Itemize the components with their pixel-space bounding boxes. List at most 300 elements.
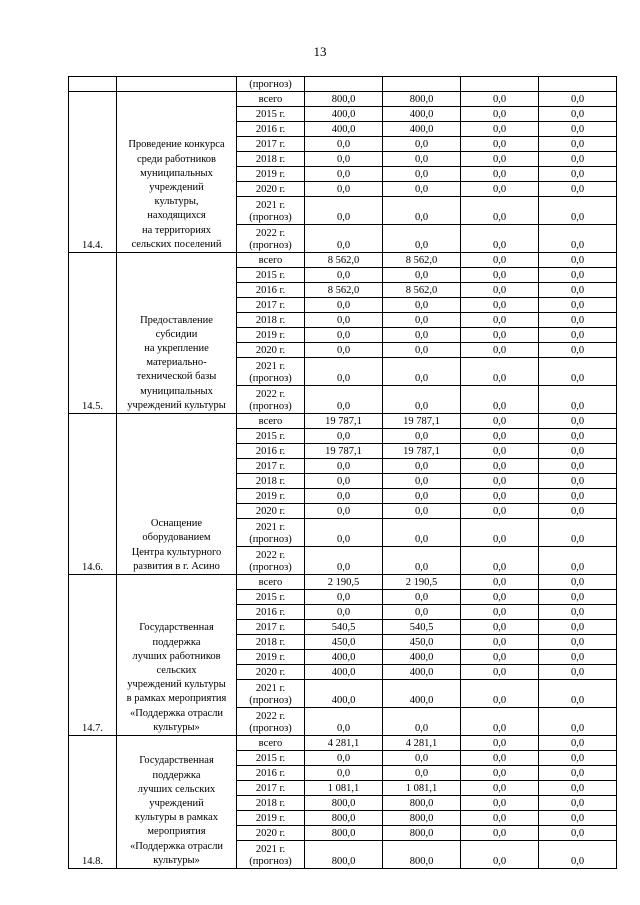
year-label: 2017 г. — [255, 139, 286, 150]
cell-year — [237, 152, 305, 167]
cell-year — [237, 197, 305, 225]
cell-federal: 0,0 — [383, 504, 461, 519]
cell-year — [237, 781, 305, 796]
cell-federal: 0,0 — [383, 489, 461, 504]
cell-federal: 800,0 — [383, 826, 461, 841]
cell-year — [237, 811, 305, 826]
cell-regional: 0,0 — [461, 590, 539, 605]
cell-regional: 0,0 — [461, 605, 539, 620]
cell-local: 0,0 — [539, 92, 617, 107]
year-label: 2018 г. — [255, 798, 286, 809]
cell-federal: 0,0 — [383, 386, 461, 414]
year-label: 2015 г. — [255, 109, 286, 120]
cell-federal: 800,0 — [383, 92, 461, 107]
cell-federal: 8 562,0 — [383, 253, 461, 268]
cell-total: 2 190,5 — [305, 575, 383, 590]
cell-total: 0,0 — [305, 474, 383, 489]
item-name-line: на территориях — [142, 224, 211, 236]
cell-regional: 0,0 — [461, 152, 539, 167]
cell-regional: 0,0 — [461, 547, 539, 575]
cell-federal: 0,0 — [383, 182, 461, 197]
item-number: 14.4. — [69, 92, 117, 253]
cell-federal: 2 190,5 — [383, 575, 461, 590]
cell-regional: 0,0 — [461, 796, 539, 811]
cell-local: 0,0 — [539, 781, 617, 796]
table-row — [69, 736, 617, 751]
cell-regional: 0,0 — [461, 841, 539, 869]
year-label: 2016 г. — [255, 285, 286, 296]
year-label: 2019 г. — [255, 652, 286, 663]
cell-local: 0,0 — [539, 225, 617, 253]
cell-year — [237, 386, 305, 414]
page-number: 13 — [313, 44, 327, 59]
cell-local: 0,0 — [539, 197, 617, 225]
cell-federal: 19 787,1 — [383, 444, 461, 459]
cell-total: 0,0 — [305, 268, 383, 283]
cell-regional: 0,0 — [461, 781, 539, 796]
cell-total: 0,0 — [305, 590, 383, 605]
cell-total: 400,0 — [305, 107, 383, 122]
cell-local: 0,0 — [539, 414, 617, 429]
item-name-line: Государственная — [139, 755, 214, 767]
year-label: 2021 г. — [255, 683, 286, 694]
item-name-line: культуры в рамках — [135, 812, 218, 824]
cell-federal: 0,0 — [383, 167, 461, 182]
cell-year — [237, 92, 305, 107]
year-label: 2017 г. — [255, 300, 286, 311]
cell-total: 0,0 — [305, 547, 383, 575]
cell-regional: 0,0 — [461, 751, 539, 766]
cell-local: 0,0 — [539, 504, 617, 519]
item-name-line: «Поддержка отрасли — [129, 707, 224, 719]
cell-federal: 0,0 — [383, 313, 461, 328]
item-name-line: лучших сельских — [137, 783, 216, 795]
cell-federal: 400,0 — [383, 665, 461, 680]
cell-total: 800,0 — [305, 92, 383, 107]
cell-total: 800,0 — [305, 796, 383, 811]
cell-federal: 8 562,0 — [383, 283, 461, 298]
cell-regional: 0,0 — [461, 504, 539, 519]
cell-federal: 0,0 — [383, 751, 461, 766]
year-label: (прогноз) — [249, 695, 292, 706]
cell-regional: 0,0 — [461, 92, 539, 107]
cell-federal — [383, 77, 461, 92]
item-name-line: культуры» — [153, 721, 200, 733]
year-label: 2019 г. — [255, 169, 286, 180]
item-name-line: находящихся — [147, 210, 206, 222]
cell-regional: 0,0 — [461, 167, 539, 182]
item-name-line: «Поддержка отрасли — [129, 840, 224, 852]
cell-local: 0,0 — [539, 167, 617, 182]
cell-total: 400,0 — [305, 680, 383, 708]
cell-local: 0,0 — [539, 298, 617, 313]
year-label: 2016 г. — [255, 768, 286, 779]
cell-regional: 0,0 — [461, 343, 539, 358]
cell-total: 0,0 — [305, 298, 383, 313]
cell-name — [117, 77, 237, 92]
cell-local: 0,0 — [539, 796, 617, 811]
item-name-line: Проведение конкурса — [128, 139, 225, 151]
cell-year — [237, 107, 305, 122]
cell-regional: 0,0 — [461, 328, 539, 343]
year-label: 2015 г. — [255, 270, 286, 281]
cell-year: (прогноз) — [237, 77, 305, 92]
cell-year — [237, 504, 305, 519]
year-label: 2021 г. — [255, 522, 286, 533]
item-number: 14.5. — [69, 253, 117, 414]
cell-local: 0,0 — [539, 766, 617, 781]
cell-local: 0,0 — [539, 122, 617, 137]
cell-total: 0,0 — [305, 313, 383, 328]
item-name-line: учреждений — [149, 797, 204, 809]
cell-total: 0,0 — [305, 766, 383, 781]
year-label: 2022 г. — [255, 550, 286, 561]
cell-year — [237, 841, 305, 869]
item-name-line: поддержка — [152, 636, 201, 648]
cell-year — [237, 429, 305, 444]
cell-year — [237, 313, 305, 328]
cell-regional: 0,0 — [461, 197, 539, 225]
item-name-line: сельских поселений — [131, 238, 222, 250]
year-label: 2019 г. — [255, 330, 286, 341]
item-name-line: Предоставление — [140, 314, 213, 326]
cell-local: 0,0 — [539, 283, 617, 298]
cell-year — [237, 328, 305, 343]
cell-total: 0,0 — [305, 605, 383, 620]
item-name-line: Центра культурного — [131, 546, 222, 558]
table-row — [69, 414, 617, 429]
item-name-line: учреждений — [149, 181, 204, 193]
cell-regional: 0,0 — [461, 225, 539, 253]
cell-year — [237, 489, 305, 504]
item-name — [117, 253, 237, 414]
cell-local: 0,0 — [539, 519, 617, 547]
cell-total: 0,0 — [305, 751, 383, 766]
cell-federal: 1 081,1 — [383, 781, 461, 796]
cell-year — [237, 766, 305, 781]
cell-federal: 450,0 — [383, 635, 461, 650]
item-name-line: оборудованием — [142, 532, 211, 544]
cell-total: 0,0 — [305, 152, 383, 167]
cell-federal: 0,0 — [383, 343, 461, 358]
cell-local: 0,0 — [539, 429, 617, 444]
year-label: 2017 г. — [255, 461, 286, 472]
cell-total: 0,0 — [305, 328, 383, 343]
cell-total: 0,0 — [305, 386, 383, 414]
cell-regional: 0,0 — [461, 635, 539, 650]
cell-regional: 0,0 — [461, 444, 539, 459]
cell-regional: 0,0 — [461, 107, 539, 122]
cell-federal: 540,5 — [383, 620, 461, 635]
item-name-line: учреждений культуры — [127, 399, 226, 411]
year-label: 2022 г. — [255, 389, 286, 400]
cell-federal: 0,0 — [383, 519, 461, 547]
item-name-line: технической базы — [136, 371, 217, 383]
cell-federal: 400,0 — [383, 680, 461, 708]
item-number: 14.6. — [69, 414, 117, 575]
cell-year — [237, 665, 305, 680]
cell-total: 0,0 — [305, 459, 383, 474]
cell-local: 0,0 — [539, 343, 617, 358]
cell-federal: 0,0 — [383, 605, 461, 620]
item-name — [117, 575, 237, 736]
year-label: (прогноз) — [249, 240, 292, 251]
cell-federal: 400,0 — [383, 107, 461, 122]
table-row-continuation — [69, 77, 617, 92]
cell-local: 0,0 — [539, 605, 617, 620]
cell-federal: 0,0 — [383, 590, 461, 605]
cell-federal: 0,0 — [383, 547, 461, 575]
item-name-line: материально- — [146, 357, 207, 369]
year-label: 2019 г. — [255, 491, 286, 502]
item-name-line: учреждений культуры — [127, 679, 226, 691]
cell-total — [305, 77, 383, 92]
year-label: 2015 г. — [255, 431, 286, 442]
year-label: 2017 г. — [255, 783, 286, 794]
cell-total: 540,5 — [305, 620, 383, 635]
cell-year — [237, 635, 305, 650]
cell-regional: 0,0 — [461, 708, 539, 736]
cell-regional: 0,0 — [461, 665, 539, 680]
year-label: 2016 г. — [255, 446, 286, 457]
cell-year — [237, 547, 305, 575]
cell-total: 0,0 — [305, 708, 383, 736]
cell-local: 0,0 — [539, 841, 617, 869]
cell-year — [237, 122, 305, 137]
item-number: 14.8. — [69, 736, 117, 869]
item-name — [117, 736, 237, 869]
cell-federal: 0,0 — [383, 459, 461, 474]
item-name-line: субсидии — [155, 328, 198, 340]
cell-federal: 0,0 — [383, 197, 461, 225]
cell-local: 0,0 — [539, 620, 617, 635]
cell-total: 4 281,1 — [305, 736, 383, 751]
cell-total: 400,0 — [305, 650, 383, 665]
cell-regional: 0,0 — [461, 474, 539, 489]
cell-regional: 0,0 — [461, 253, 539, 268]
year-label: 2020 г. — [255, 184, 286, 195]
year-label: 2018 г. — [255, 637, 286, 648]
cell-local: 0,0 — [539, 182, 617, 197]
cell-total: 800,0 — [305, 826, 383, 841]
cell-local: 0,0 — [539, 547, 617, 575]
cell-total: 0,0 — [305, 489, 383, 504]
item-name-line: лучших работников — [132, 650, 221, 662]
cell-regional: 0,0 — [461, 313, 539, 328]
cell-federal: 0,0 — [383, 358, 461, 386]
cell-year — [237, 575, 305, 590]
cell-year — [237, 708, 305, 736]
cell-year — [237, 519, 305, 547]
cell-regional: 0,0 — [461, 182, 539, 197]
cell-federal: 400,0 — [383, 650, 461, 665]
year-label: 2018 г. — [255, 315, 286, 326]
cell-local: 0,0 — [539, 751, 617, 766]
cell-total: 800,0 — [305, 841, 383, 869]
item-name-line: муниципальных — [140, 385, 213, 397]
cell-federal: 0,0 — [383, 328, 461, 343]
cell-local: 0,0 — [539, 107, 617, 122]
item-name-line: мероприятия — [147, 826, 206, 838]
cell-total: 400,0 — [305, 665, 383, 680]
cell-local: 0,0 — [539, 665, 617, 680]
cell-total: 19 787,1 — [305, 444, 383, 459]
cell-regional: 0,0 — [461, 414, 539, 429]
cell-total: 19 787,1 — [305, 414, 383, 429]
item-name-line: в рамках мероприятия — [126, 693, 227, 705]
cell-local: 0,0 — [539, 489, 617, 504]
year-label: 2017 г. — [255, 622, 286, 633]
year-label: 2019 г. — [255, 813, 286, 824]
year-label: (прогноз) — [249, 401, 292, 412]
cell-federal: 800,0 — [383, 811, 461, 826]
cell-year — [237, 167, 305, 182]
cell-regional: 0,0 — [461, 811, 539, 826]
year-label: 2022 г. — [255, 228, 286, 239]
cell-year — [237, 137, 305, 152]
cell-year — [237, 680, 305, 708]
cell-local: 0,0 — [539, 268, 617, 283]
cell-federal: 0,0 — [383, 708, 461, 736]
cell-regional: 0,0 — [461, 137, 539, 152]
cell-regional: 0,0 — [461, 298, 539, 313]
cell-regional — [461, 77, 539, 92]
cell-regional: 0,0 — [461, 736, 539, 751]
cell-regional: 0,0 — [461, 680, 539, 708]
budget-table — [68, 76, 617, 869]
cell-year — [237, 444, 305, 459]
cell-regional: 0,0 — [461, 650, 539, 665]
year-label: 2018 г. — [255, 154, 286, 165]
item-name — [117, 92, 237, 253]
year-label: всего — [258, 416, 283, 427]
cell-total: 400,0 — [305, 122, 383, 137]
cell-year — [237, 182, 305, 197]
cell-year — [237, 253, 305, 268]
cell-total: 0,0 — [305, 137, 383, 152]
cell-total: 0,0 — [305, 358, 383, 386]
cell-year — [237, 650, 305, 665]
cell-regional: 0,0 — [461, 429, 539, 444]
year-label: 2018 г. — [255, 476, 286, 487]
cell-year — [237, 459, 305, 474]
cell-local: 0,0 — [539, 358, 617, 386]
cell-regional: 0,0 — [461, 519, 539, 547]
cell-regional: 0,0 — [461, 575, 539, 590]
item-name — [117, 414, 237, 575]
cell-year — [237, 605, 305, 620]
cell-federal: 800,0 — [383, 841, 461, 869]
item-name-line: поддержка — [152, 769, 201, 781]
year-label: 2016 г. — [255, 607, 286, 618]
table-row — [69, 92, 617, 107]
cell-local: 0,0 — [539, 253, 617, 268]
cell-regional: 0,0 — [461, 489, 539, 504]
cell-year — [237, 414, 305, 429]
year-label: всего — [258, 577, 283, 588]
cell-total: 0,0 — [305, 504, 383, 519]
cell-federal: 0,0 — [383, 766, 461, 781]
cell-federal: 19 787,1 — [383, 414, 461, 429]
cell-year — [237, 590, 305, 605]
cell-regional: 0,0 — [461, 826, 539, 841]
cell-year — [237, 283, 305, 298]
cell-regional: 0,0 — [461, 766, 539, 781]
year-label: 2021 г. — [255, 361, 286, 372]
cell-total: 0,0 — [305, 519, 383, 547]
cell-year — [237, 343, 305, 358]
year-label: 2020 г. — [255, 828, 286, 839]
cell-year — [237, 751, 305, 766]
item-name-line: Оснащение — [150, 518, 203, 530]
year-label: 2020 г. — [255, 345, 286, 356]
year-label: всего — [258, 738, 283, 749]
cell-total: 8 562,0 — [305, 253, 383, 268]
cell-year — [237, 225, 305, 253]
cell-year — [237, 796, 305, 811]
item-number: 14.7. — [69, 575, 117, 736]
cell-regional: 0,0 — [461, 620, 539, 635]
cell-year — [237, 474, 305, 489]
item-name-line: культуры, — [154, 196, 199, 208]
cell-local: 0,0 — [539, 444, 617, 459]
cell-year — [237, 736, 305, 751]
year-label: 2021 г. — [255, 844, 286, 855]
table-row — [69, 253, 617, 268]
cell-federal: 0,0 — [383, 474, 461, 489]
cell-local: 0,0 — [539, 590, 617, 605]
cell-federal: 0,0 — [383, 429, 461, 444]
cell-federal: 0,0 — [383, 152, 461, 167]
item-name-line: развития в г. Асино — [133, 560, 220, 572]
year-label: 2021 г. — [255, 200, 286, 211]
year-label: 2020 г. — [255, 506, 286, 517]
year-label: 2020 г. — [255, 667, 286, 678]
cell-local: 0,0 — [539, 137, 617, 152]
item-name-line: сельских — [156, 664, 197, 676]
cell-total: 450,0 — [305, 635, 383, 650]
cell-federal: 0,0 — [383, 137, 461, 152]
cell-total: 0,0 — [305, 167, 383, 182]
year-label: (прогноз) — [249, 856, 292, 867]
cell-local: 0,0 — [539, 635, 617, 650]
cell-regional: 0,0 — [461, 122, 539, 137]
cell-local: 0,0 — [539, 575, 617, 590]
cell-regional: 0,0 — [461, 283, 539, 298]
year-label: (прогноз) — [249, 723, 292, 734]
item-name-line: среди работников — [137, 153, 216, 165]
cell-local: 0,0 — [539, 680, 617, 708]
year-label: 2016 г. — [255, 124, 286, 135]
cell-local: 0,0 — [539, 386, 617, 414]
cell-regional: 0,0 — [461, 459, 539, 474]
cell-federal: 0,0 — [383, 298, 461, 313]
cell-local: 0,0 — [539, 459, 617, 474]
cell-federal: 0,0 — [383, 268, 461, 283]
cell-year — [237, 826, 305, 841]
year-label: (прогноз) — [249, 562, 292, 573]
cell-federal: 400,0 — [383, 122, 461, 137]
cell-regional: 0,0 — [461, 358, 539, 386]
cell-federal: 0,0 — [383, 225, 461, 253]
cell-total: 1 081,1 — [305, 781, 383, 796]
cell-local: 0,0 — [539, 708, 617, 736]
item-name-line: муниципальных — [140, 167, 213, 179]
cell-federal: 800,0 — [383, 796, 461, 811]
cell-year — [237, 358, 305, 386]
year-label: (прогноз) — [249, 212, 292, 223]
cell-year — [237, 620, 305, 635]
